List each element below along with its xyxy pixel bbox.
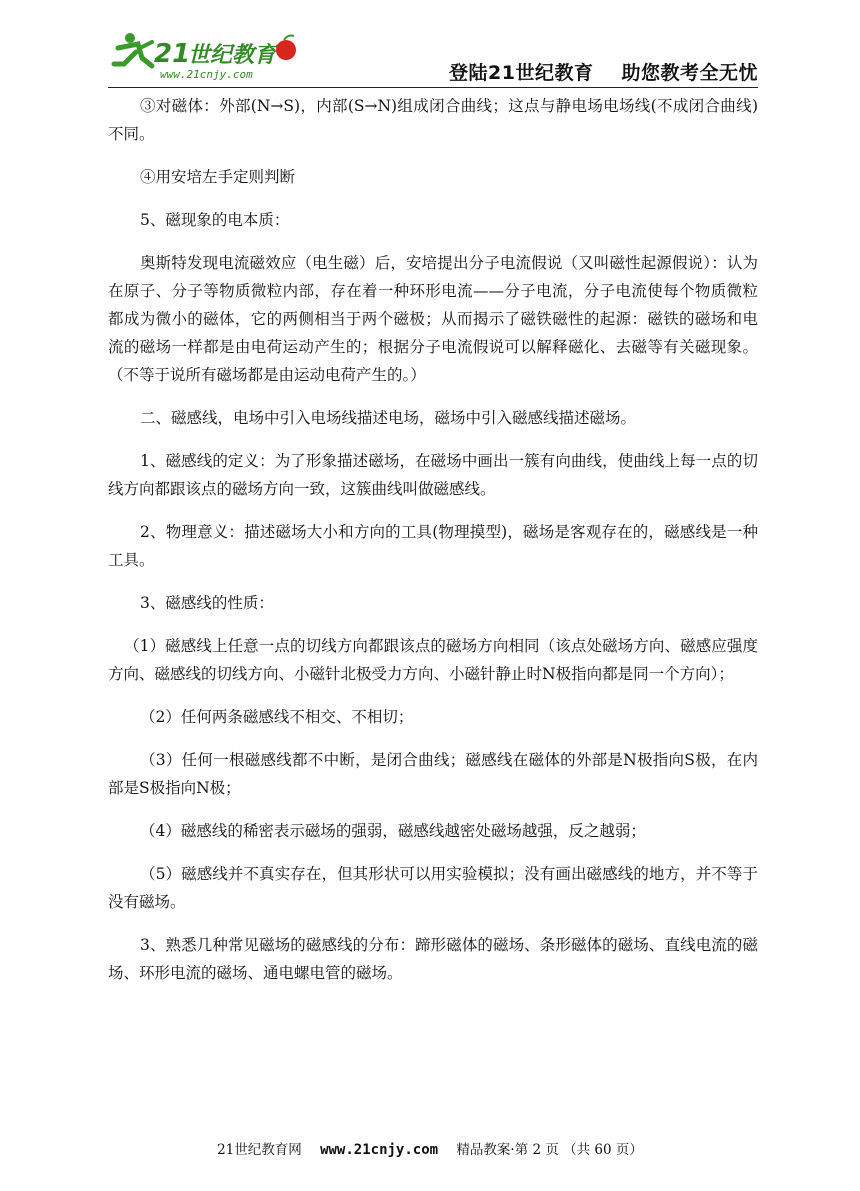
paragraph: 1、磁感线的定义：为了形象描述磁场，在磁场中画出一簇有向曲线，使曲线上每一点的切线方向都跟该点的磁场方向一致，这簇曲线叫做磁感线。 (108, 452, 758, 498)
page-footer (0, 1138, 860, 1158)
header-slogan (449, 58, 758, 85)
paragraph: 5、磁现象的电本质： (140, 211, 290, 229)
footer-page-info: 精品教案·第 2 页 （共 60 页） (456, 1142, 643, 1158)
paragraph: ③对磁体：外部(N→S)，内部(S→N)组成闭合曲线；这点与静电场电场线(不成闭合曲线)不同。 (108, 97, 758, 143)
paragraph: （2）任何两条磁感线不相交、不相切； (140, 708, 414, 726)
runner-icon (114, 33, 152, 66)
paragraph: 2、物理意义：描述磁场大小和方向的工具(物理摸型)，磁场是客观存在的，磁感线是一种工具。 (108, 523, 758, 569)
footer-url: www.21cnjy.com (320, 1142, 439, 1158)
svg-text:21: 21 (154, 39, 191, 69)
site-logo (108, 28, 308, 86)
paragraph: （4）磁感线的稀密表示磁场的强弱，磁感线越密处磁场越强，反之越弱； (140, 822, 646, 840)
slogan-right: 助您教考全无忧 (621, 62, 758, 84)
section-heading: 二、磁感线，电场中引入电场线描述电场，磁场中引入磁感线描述磁场。 (140, 409, 637, 427)
document-body (108, 92, 758, 1002)
paragraph: 奥斯特发现电流磁效应（电生磁）后，安培提出分子电流假说（又叫磁性起源假说）：认为在原子、分子等物质微粒内部，存在着一种环形电流——分子电流，分子电流使每个物质微粒都成为微小的磁体，它的两侧相当于两个磁极；从而揭示了磁铁磁性的起源：磁铁的磁场和电流的磁场一样都是由电荷运动产生的；根据分子电流假说可以解释磁化、去磁等有关磁现象。（不等于说所有磁场都是由运动电荷产生的。） (108, 254, 758, 384)
paragraph: （3）任何一根磁感线都不中断，是闭合曲线；磁感线在磁体的外部是N极指向S极，在内部是S极指向N极； (108, 751, 758, 797)
header-divider (108, 87, 758, 88)
paragraph: （5）磁感线并不真实存在，但其形状可以用实验模拟；没有画出磁感线的地方，并不等于没有磁场。 (108, 865, 758, 911)
paragraph: ④用安培左手定则判断 (140, 168, 296, 186)
paragraph: （1）磁感线上任意一点的切线方向都跟该点的磁场方向相同（该点处磁场方向、磁感应强度方向、磁感线的切线方向、小磁针北极受力方向、小磁针静止时N极指向都是同一个方向）； (108, 637, 758, 683)
paragraph: 3、熟悉几种常见磁场的磁感线的分布：蹄形磁体的磁场、条形磁体的磁场、直线电流的磁场、环形电流的磁场、通电螺电管的磁场。 (108, 936, 758, 982)
paragraph: 3、磁感线的性质： (140, 594, 274, 612)
page-header (108, 0, 758, 92)
footer-site-name: 21世纪教育网 (217, 1142, 302, 1158)
svg-text:世纪教育: 世纪教育 (188, 43, 277, 68)
slogan-left: 登陆21世纪教育 (449, 62, 594, 84)
svg-text:www.21cnjy.com: www.21cnjy.com (160, 68, 253, 81)
